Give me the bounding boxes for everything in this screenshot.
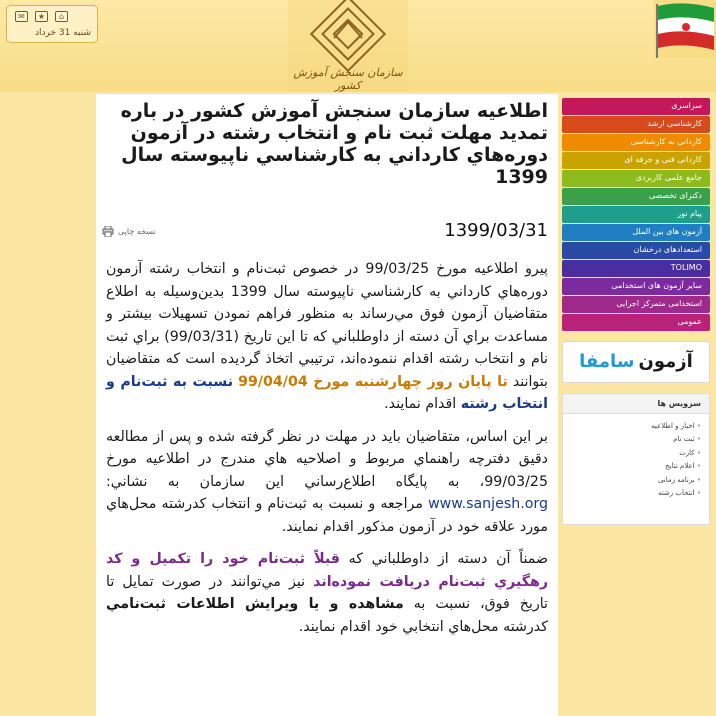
menu-item[interactable]: جامع علمی کاربردی (562, 170, 710, 187)
paragraph-2 (106, 426, 548, 539)
home-icon[interactable]: ⌂ (55, 11, 68, 22)
menu-item[interactable]: عمومی (562, 314, 710, 331)
menu-item[interactable]: کاردانی به کارشناسی (562, 134, 710, 151)
menu-item[interactable]: کاردانی فنی و حرفه ای (562, 152, 710, 169)
menu-item[interactable]: سایر آزمون های استخدامی (562, 278, 710, 295)
p3-highlight-registered: قبلاً ثبت‌نام خود را تكميل و كد رهگيري ثبت‌نام دريافت نموده‌اند (106, 551, 549, 590)
sanjesh-link[interactable]: www.sanjesh.org (428, 496, 548, 512)
menu-item[interactable]: استعدادهای درخشان (562, 242, 710, 259)
p1-highlight-deadline: تا پايان روز چهارشنبه مورخ 99/04/04 (238, 373, 508, 390)
services-item[interactable]: • کارت (563, 447, 701, 461)
email-icon[interactable]: ✉ (15, 11, 28, 22)
header-toolbox (6, 5, 98, 43)
org-name: سازمان سنجش آموزش کشور (293, 66, 403, 92)
p1-highlight-action: نسبت به ثبت‌نام و انتخاب رشته (106, 373, 548, 412)
services-item[interactable]: • اعلام نتایج (563, 460, 701, 474)
samfa-banner[interactable] (562, 341, 710, 383)
article-body (106, 258, 548, 648)
site-header (0, 0, 716, 92)
banner-text-2: سامفا (579, 351, 635, 372)
article-title: اطلاعيه سازمان سنجش آموزش كشور در باره تمديد مهلت ثبت نام و انتخاب رشته در آزمون دوره‌هاي كارداني به كارشناسي ناپيوسته سال 1399 (120, 100, 548, 188)
menu-item[interactable]: کارشناسی ارشد (562, 116, 710, 133)
bookmark-icon[interactable]: ★ (35, 11, 48, 22)
p3-highlight-edit: مشاهده و يا ويرايش اطلاعات ثبت‌نامي (106, 596, 404, 612)
menu-item[interactable]: دکترای تخصصی (562, 188, 710, 205)
services-item[interactable]: • برنامه زمانی (563, 474, 701, 488)
p2-text-a: بر اين اساس، متقاضيان بايد در مهلت در نظر گرفته شده و پس از مطالعه دقيق دفترچه راهنماي مربوط و اصلاحيه هاي مندرج در اطلاعيه مورخ 99/03/25، به پايگاه اطلاع‌رساني اين سازمان به نشاني: (106, 428, 548, 490)
p3-text-a: ضمناً آن دسته از داوطلباني كه (348, 551, 548, 567)
services-item[interactable]: • اخبار و اطلاعیه (563, 420, 701, 434)
p1-text-a: پيرو اطلاعيه مورخ 99/03/25 در خصوص ثبت‌نام و انتخاب رشته آزمون دوره‌هاي كارداني به كارشناسي ناپيوسته سال 1399 بدين‌وسيله به اطلاع متقاضيان آزمون فوق مي‌رساند به منظور فراهم نمودن تسهيلات بيشتر و مساعدت براي آن دسته از داوطلباني كه تا اين تاريخ (99/03/31) براي ثبت نام و انتخاب رشته اقدام ننموده‌اند، ترتيبي اتخاذ گرديده است كه متقاضيان بتوانند (106, 261, 549, 390)
services-item[interactable]: • ثبت نام (563, 433, 701, 447)
services-box (562, 393, 710, 525)
menu-item[interactable]: آزمون های بین الملل (562, 224, 710, 241)
menu-item[interactable]: استخدامی متمرکز اجرایی (562, 296, 710, 313)
p3-text-c: كدرشته محل‌هاي انتخابي خود اقدام نمايند. (298, 618, 548, 635)
exam-menu (562, 98, 710, 331)
menu-item[interactable]: سراسری (562, 98, 710, 115)
iran-flag-icon (654, 0, 716, 58)
menu-item[interactable]: TOLIMO (562, 260, 710, 277)
p1-text-b: اقدام نمايند. (384, 396, 457, 412)
menu-item[interactable]: پیام نور (562, 206, 710, 223)
services-item[interactable]: • انتخاب رشته (563, 487, 701, 501)
printer-icon (102, 226, 114, 237)
p3-text-b: نيز مي‌توانند در صورت تمايل تا تاريخ فوق، نسبت به (106, 573, 548, 612)
paragraph-1 (106, 258, 548, 416)
article-date: 1399/03/31 (444, 220, 548, 241)
print-link[interactable] (102, 226, 156, 237)
header-date: شنبه 31 خرداد (34, 28, 91, 38)
services-list (563, 414, 709, 501)
services-title: سرویس ها (563, 394, 709, 414)
article-panel (96, 94, 558, 716)
right-sidebar (562, 98, 710, 525)
print-label: نسخه چاپی (118, 227, 156, 236)
p2-text-b: مراجعه و نسبت به ثبت‌نام و انتخاب كدرشته محل‌هاي مورد علاقه خود در آزمون مذكور اقدام نمايند. (106, 496, 548, 535)
paragraph-3 (106, 548, 548, 638)
banner-text-1: آزمون (638, 351, 693, 372)
